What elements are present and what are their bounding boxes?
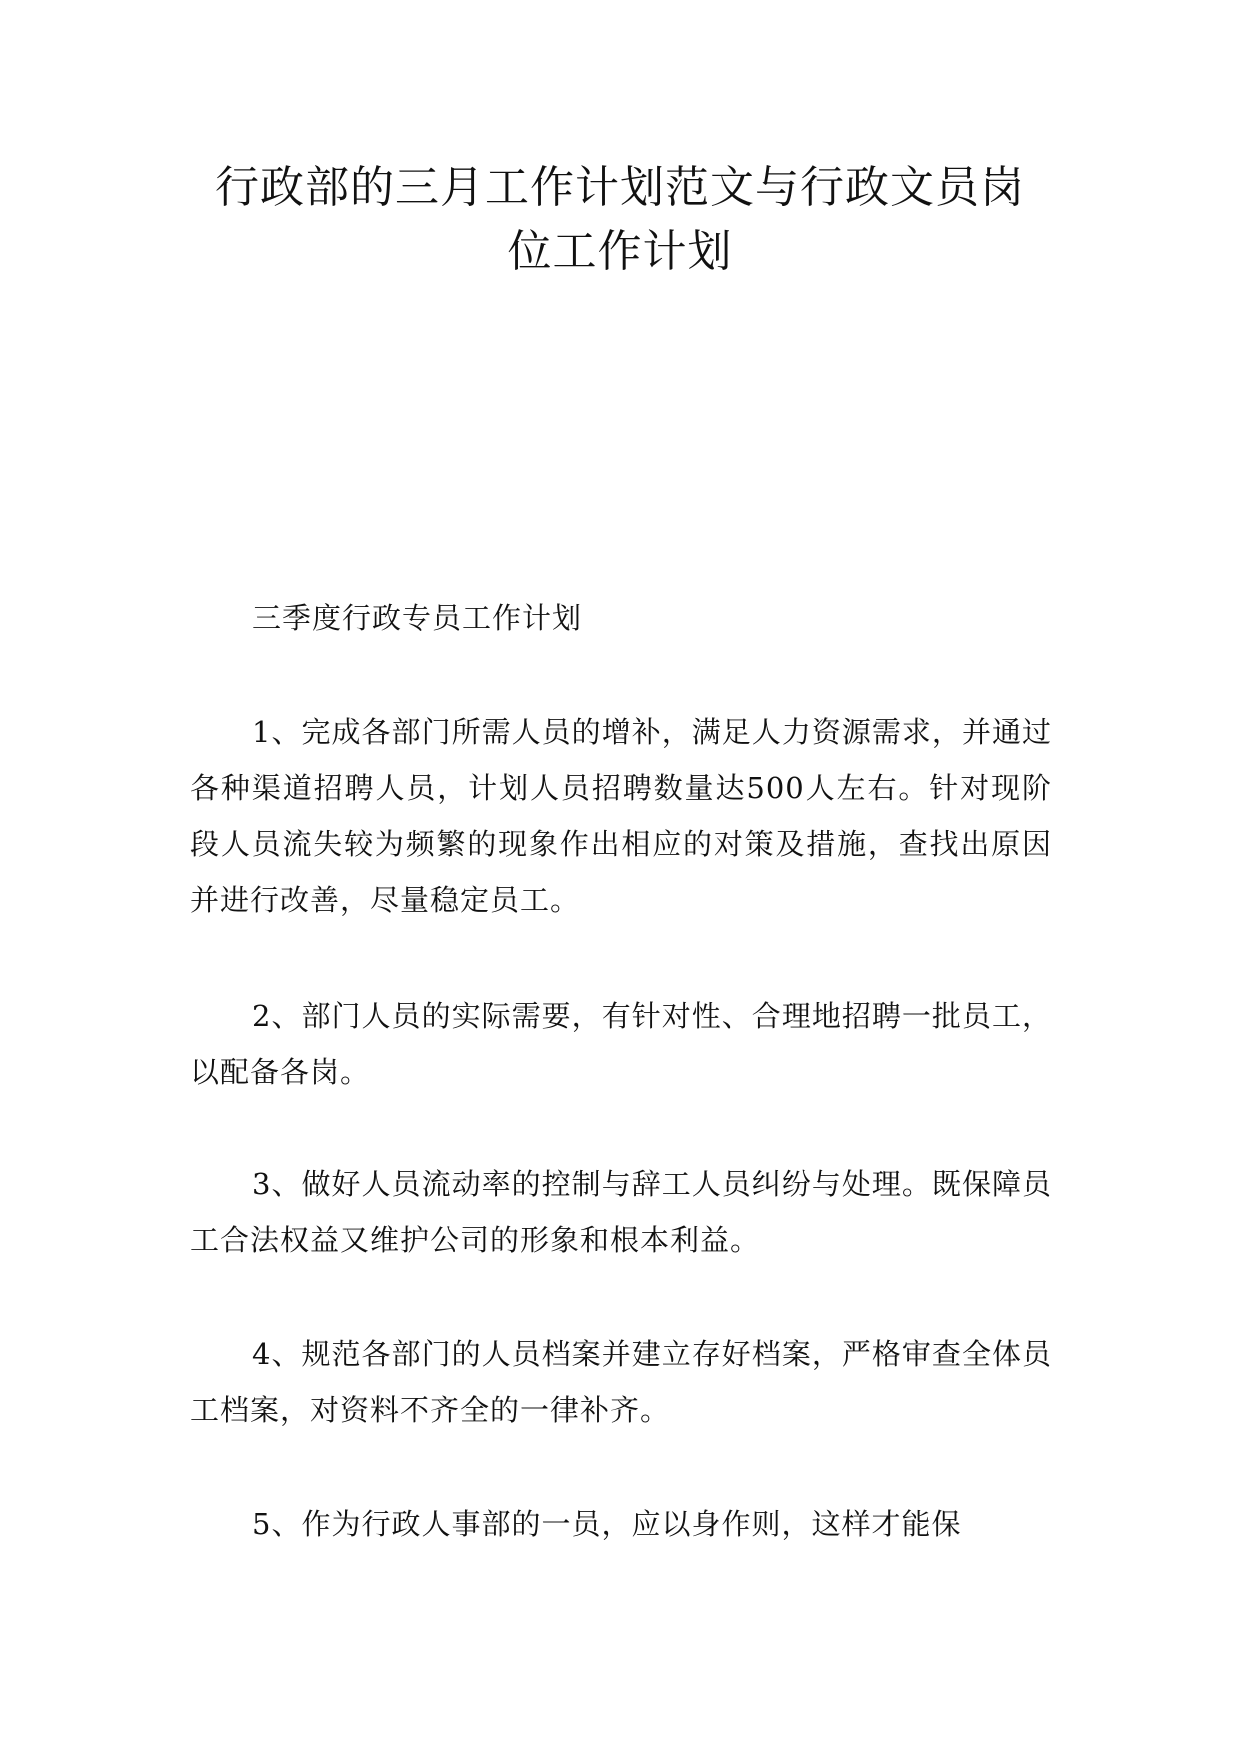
title-line-1: 行政部的三月工作计划范文与行政文员岗: [215, 162, 1025, 213]
paragraph-3: 3、做好人员流动率的控制与辞工人员纠纷与处理。既保障员工合法权益又维护公司的形象和根本利益。: [190, 1167, 1052, 1257]
title-line-2: 位工作计划: [507, 226, 733, 277]
paragraph-4: 4、规范各部门的人员档案并建立存好档案，严格审查全体员工档案，对资料不齐全的一律补齐。: [190, 1337, 1052, 1427]
paragraph-2: 2、部门人员的实际需要，有针对性、合理地招聘一批员工，以配备各岗。: [190, 999, 1052, 1089]
paragraph-5: 5、作为行政人事部的一员，应以身作则，这样才能保: [252, 1507, 962, 1541]
section-heading: 三季度行政专员工作计划: [252, 601, 583, 635]
paragraph-1: 1、完成各部门所需人员的增补，满足人力资源需求，并通过各种渠道招聘人员，计划人员招聘数量达500人左右。针对现阶段人员流失较为频繁的现象作出相应的对策及措施，查找出原因并进行改善，尽量稳定员工。: [190, 715, 1052, 917]
document-title: [190, 156, 1050, 284]
